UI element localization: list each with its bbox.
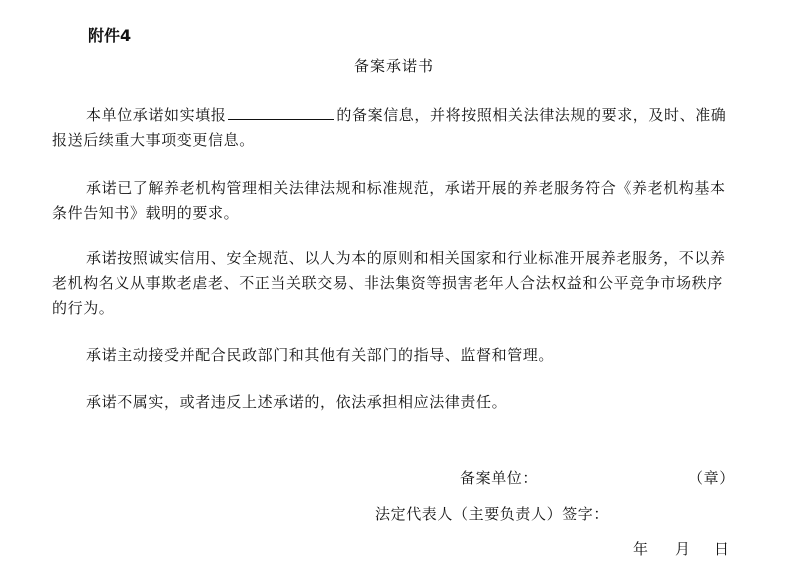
paragraph-integrity: 承诺按照诚实信用、安全规范、以人为本的原则和相关国家和行业标准开展养老服务，不以养老机构名义从事欺老虐老、不正当关联交易、非法集资等损害老年人合法权益和公平竞争市场秩序的行为。 <box>52 249 726 317</box>
paragraph-supervision: 承诺主动接受并配合民政部门和其他有关部门的指导、监督和管理。 <box>86 346 555 364</box>
date-month-label: 月 <box>675 540 691 558</box>
date-day-label: 日 <box>714 540 730 558</box>
fill-in-blank[interactable] <box>228 105 334 120</box>
seal-label: （章） <box>688 469 735 487</box>
paragraph-filing-info <box>52 103 732 153</box>
date-year-label: 年 <box>633 540 649 558</box>
legal-representative-label: 法定代表人（主要负责人）签字： <box>375 505 610 523</box>
paragraph-filing-info-start: 本单位承诺如实填报 <box>86 106 227 124</box>
document-title: 备案承诺书 <box>353 57 434 75</box>
filing-unit-label: 备案单位： <box>460 469 539 487</box>
paragraph-filing-info-end: 的备案信息，并将按照相关法律法规的要求，及时、准确报送后续重大事项变更信息。 <box>52 106 727 149</box>
attachment-label: 附件4 <box>88 26 132 45</box>
paragraph-standards: 承诺已了解养老机构管理相关法律法规和标准规范，承诺开展的养老服务符合《养老机构基本条件告知书》载明的要求。 <box>52 179 726 222</box>
paragraph-liability: 承诺不属实，或者违反上述承诺的，依法承担相应法律责任。 <box>86 393 508 411</box>
